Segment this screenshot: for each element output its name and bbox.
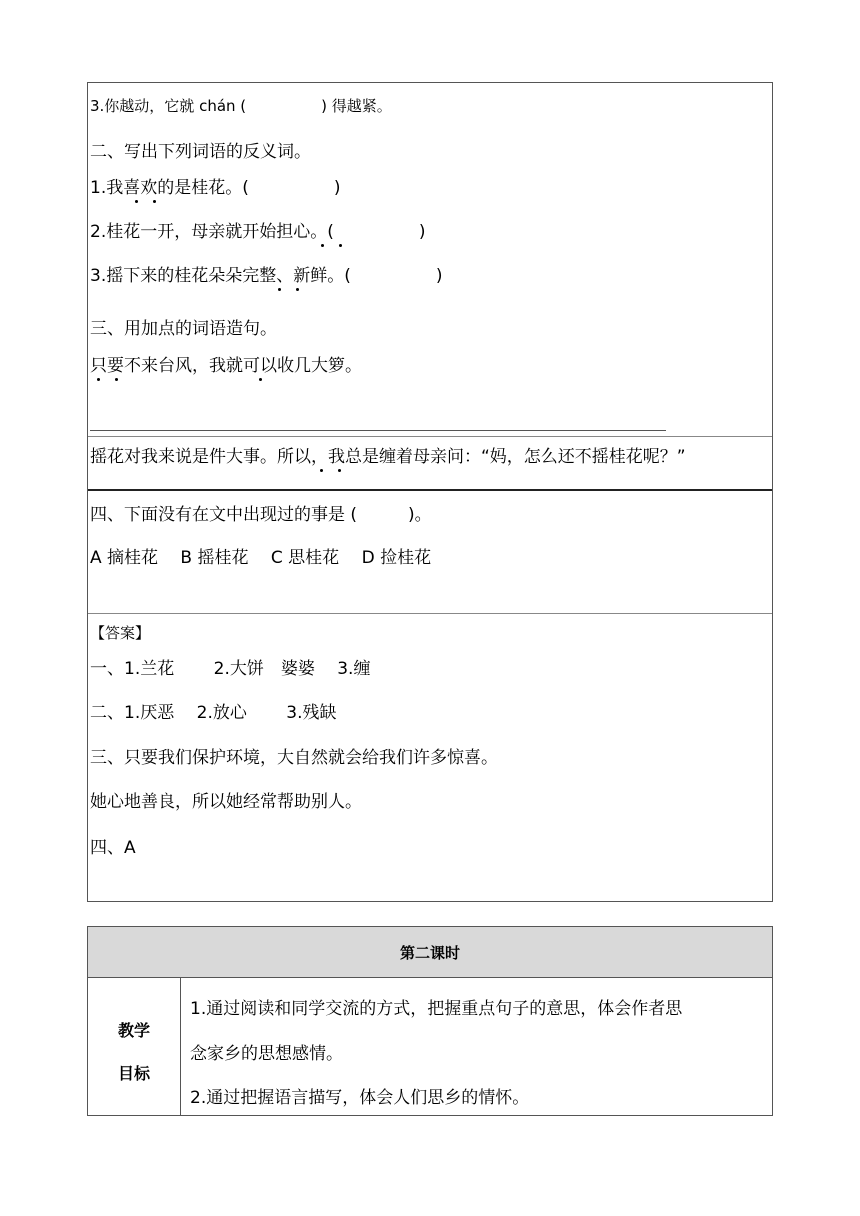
q4-title: 四、下面没有在文中出现过的事是 ( )。 [90, 505, 432, 525]
passage-text: 摇花对我来说是件大事。所以，我总是缠着母亲问：“妈，怎么还不摇桂花呢？” [90, 447, 686, 467]
goal-2: 2.通过把握语言描写，体会人们思乡的情怀。 [190, 1088, 530, 1108]
emphasis-dot [296, 288, 299, 291]
answer-line-4: 她心地善良，所以她经常帮助别人。 [90, 792, 362, 812]
q1-item-3: 3.你越动，它就 chán ( ) 得越紧。 [90, 97, 392, 115]
goals-label-cell [88, 978, 181, 1115]
q3-title: 三、用加点的词语造句。 [90, 319, 277, 339]
exercise-box [87, 82, 773, 902]
q2-item-3: 3.摇下来的桂花朵朵完整、新鲜。( ) [90, 266, 443, 286]
goals-label-line-2: 目标 [117, 1064, 150, 1083]
emphasis-dot [115, 378, 118, 381]
goals-content-cell [190, 978, 772, 1115]
q4-options: A 摘桂花 B 摇桂花 C 思桂花 D 捡桂花 [90, 548, 432, 568]
divider [88, 489, 772, 491]
emphasis-dot [321, 244, 324, 247]
emphasis-dot [97, 378, 100, 381]
emphasis-dot [278, 288, 281, 291]
q2-item-2: 2.桂花一开，母亲就开始担心。( ) [90, 222, 426, 242]
goal-1-line-2: 念家乡的思想感情。 [190, 1044, 343, 1064]
answer-blank-line [90, 430, 666, 431]
goals-label-line-1: 教学 [117, 1021, 150, 1040]
emphasis-dot [338, 469, 341, 472]
answer-line-5: 四、A [90, 838, 136, 858]
q2-item-1: 1.我喜欢的是桂花。( ) [90, 178, 341, 198]
q2-title: 二、写出下列词语的反义词。 [90, 142, 311, 162]
divider [88, 613, 772, 614]
goal-1-line-1: 1.通过阅读和同学交流的方式，把握重点句子的意思，体会作者思 [190, 999, 683, 1019]
emphasis-dot [135, 200, 138, 203]
emphasis-dot [259, 378, 262, 381]
lesson-table [87, 926, 773, 1116]
answer-line-1: 一、1.兰花 2.大饼 婆婆 3.缠 [90, 659, 371, 679]
lesson-heading: 第二课时 [88, 927, 772, 978]
answer-line-2: 二、1.厌恶 2.放心 3.残缺 [90, 703, 337, 723]
answers-title: 【答案】 [90, 624, 151, 642]
emphasis-dot [153, 200, 156, 203]
answer-line-3: 三、只要我们保护环境，大自然就会给我们许多惊喜。 [90, 748, 498, 768]
emphasis-dot [339, 244, 342, 247]
divider [88, 436, 772, 437]
q3-example: 只要不来台风，我就可以收几大箩。 [90, 356, 362, 376]
emphasis-dot [320, 469, 323, 472]
